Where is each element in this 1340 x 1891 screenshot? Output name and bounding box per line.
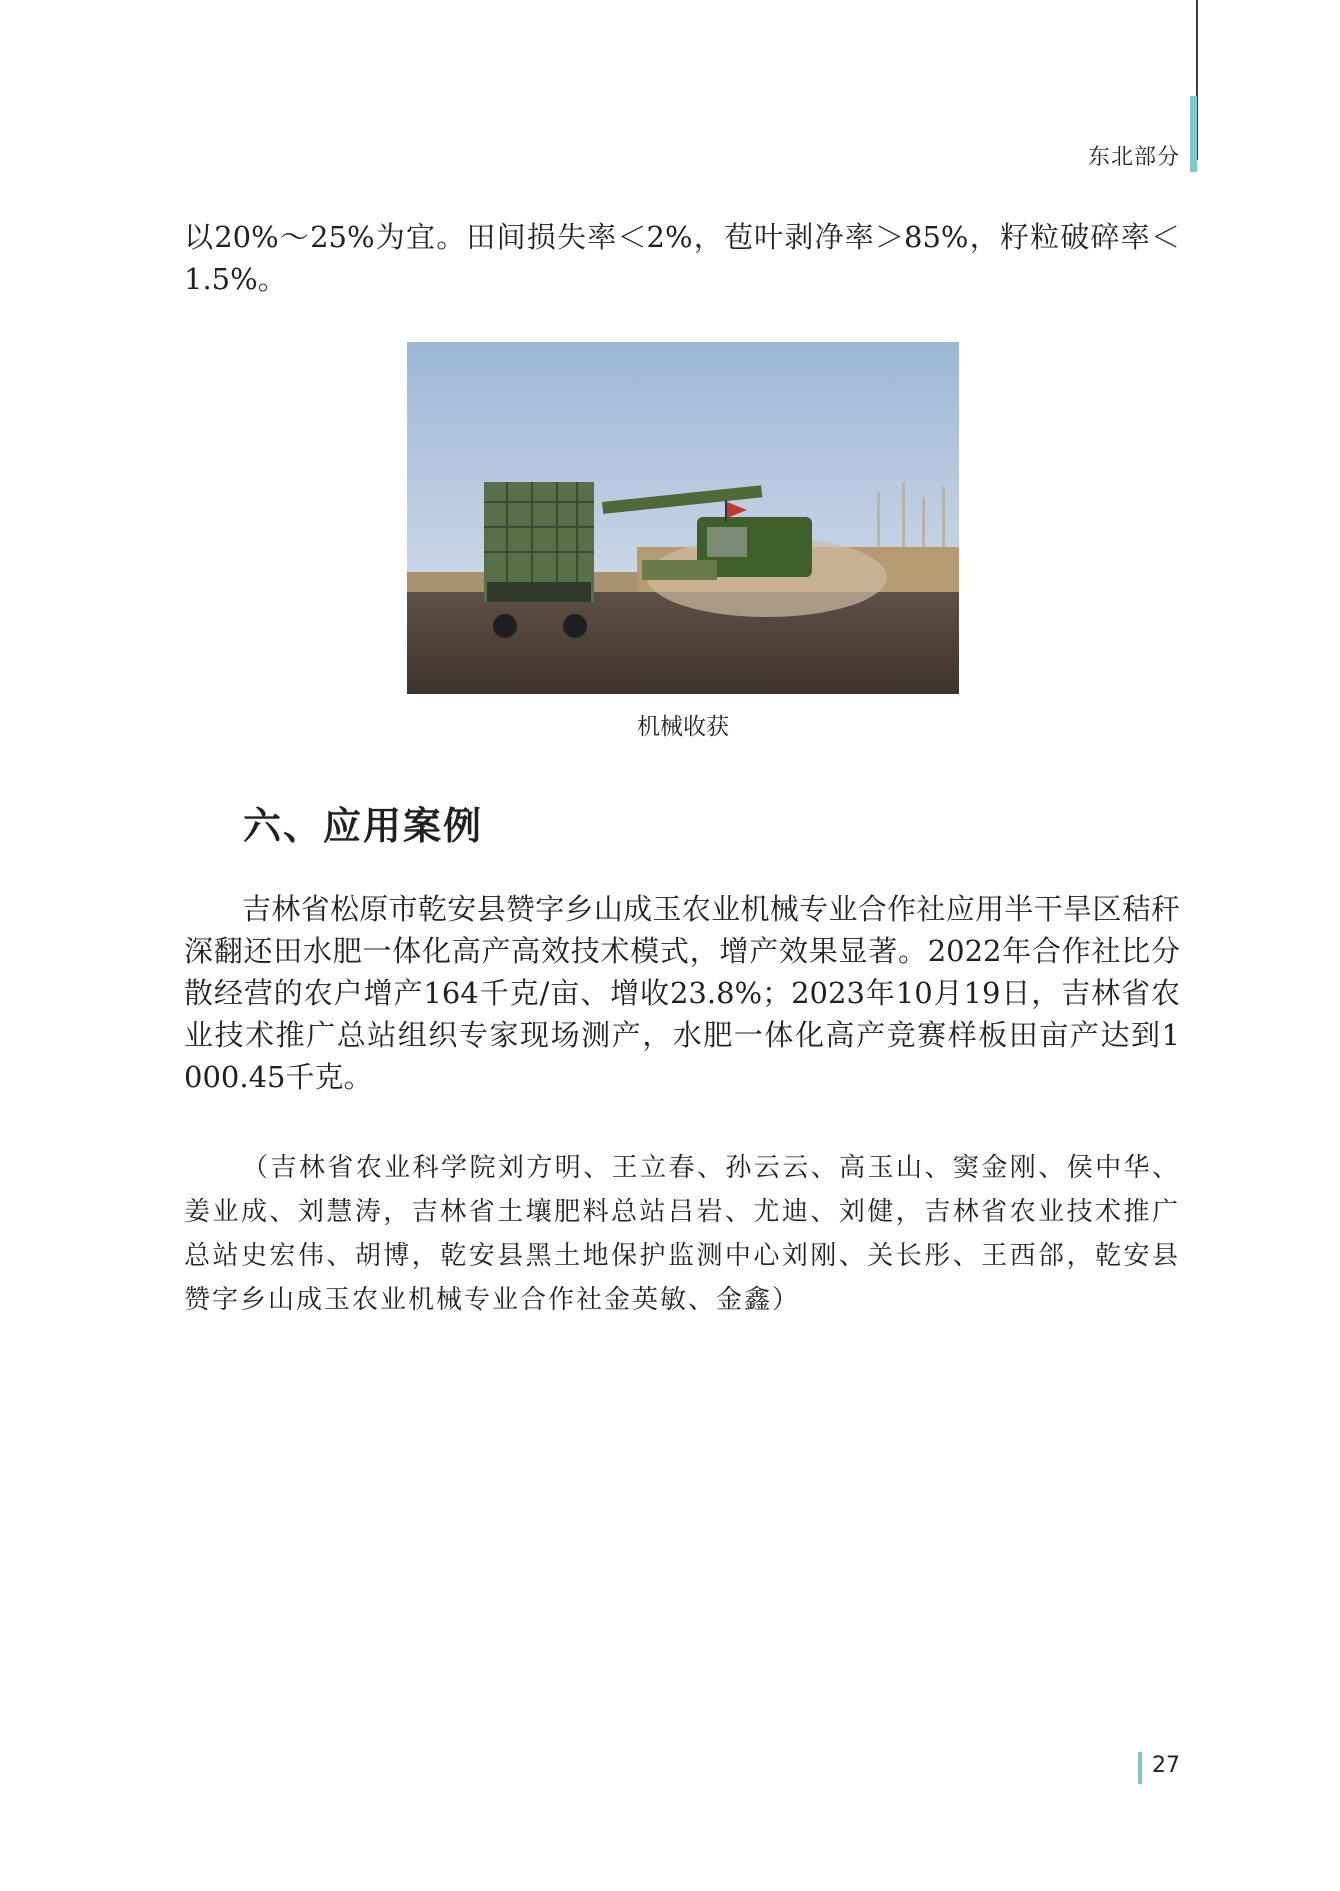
harvest-photo — [407, 342, 959, 694]
page-number-bar — [1138, 1752, 1142, 1784]
section-label: 东北部分 — [1087, 145, 1180, 170]
intro-paragraph: 以20%～25%为宜。田间损失率＜2%，苞叶剥净率＞85%，籽粒破碎率＜1.5%。 — [184, 220, 1180, 296]
section-heading: 六、应用案例 — [243, 804, 484, 848]
section-accent-bar — [1190, 96, 1197, 172]
case-paragraph: 吉林省松原市乾安县赞字乡山成玉农业机械专业合作社应用半干旱区秸秆深翻还田水肥一体化高产高效技术模式，增产效果显著。2022年合作社比分散经营的农户增产164千克/亩、增收23.8%；2023年10月19日，吉林省农业技术推广总站组织专家现场测产，水肥一体化高产竞赛样板田亩产达到1 000.45千克。 — [184, 892, 1180, 1094]
credits-paragraph: （吉林省农业科学院刘方明、王立春、孙云云、高玉山、窦金刚、侯中华、姜业成、刘慧涛，吉林省土壤肥料总站吕岩、尤迪、刘健，吉林省农业技术推广总站史宏伟、胡博，乾安县黑土地保护监测中心刘刚、关长彤、王西郃，乾安县赞字乡山成玉农业机械专业合作社金英敏、金鑫） — [184, 1153, 1180, 1315]
page-number: 27 — [1152, 1753, 1180, 1778]
figure-caption: 机械收获 — [637, 714, 729, 740]
